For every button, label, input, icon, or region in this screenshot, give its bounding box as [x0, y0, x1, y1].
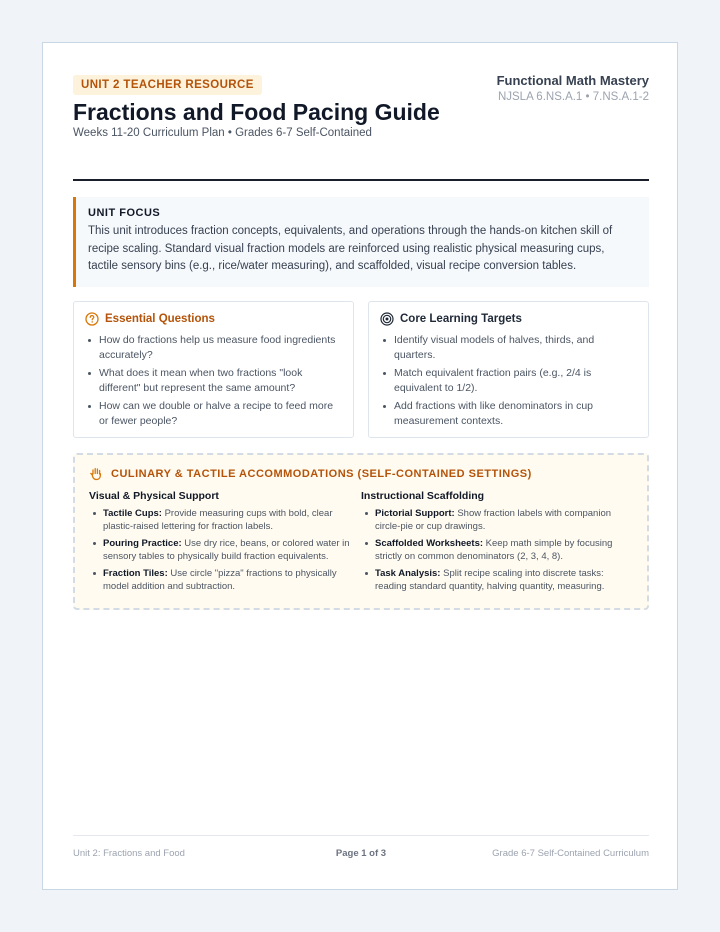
essential-questions-heading: Essential Questions — [105, 313, 215, 325]
item-term: Scaffolded Worksheets: — [375, 538, 484, 549]
item-text: Split recipe scaling into discrete tasks: reading standard quantity, halving quantity, measuring. — [375, 568, 605, 592]
essential-questions-list — [85, 333, 341, 428]
item-text: Keep math simple by focusing strictly on common denominators (2, 3, 4, 8). — [375, 538, 613, 562]
item-text: Provide measuring cups with bold, clear plastic-raised lettering for fraction labels. — [103, 508, 333, 532]
accommodations-heading: CULINARY & TACTILE ACCOMMODATIONS (SELF-CONTAINED SETTINGS) — [111, 467, 532, 480]
column-heading: Instructional Scaffolding — [361, 490, 485, 502]
list-item — [89, 507, 361, 533]
learning-targets-heading: Core Learning Targets — [400, 313, 522, 325]
page-header — [73, 73, 649, 181]
accommodations-header — [89, 466, 633, 481]
item-text: Show fraction labels with companion circle-pie or cup drawings. — [375, 508, 612, 532]
instructional-scaffolding-list — [361, 507, 633, 593]
list-item: What does it mean when two fractions "look different" but represent the same amount? — [85, 366, 341, 395]
brand-name: Functional Math Mastery — [496, 73, 649, 88]
question-circle-icon — [85, 312, 99, 326]
item-term: Pictorial Support: — [375, 508, 455, 519]
unit-focus-heading: UNIT FOCUS — [88, 207, 161, 219]
list-item: Match equivalent fraction pairs (e.g., 2/4 is equivalent to 1/2). — [380, 366, 636, 395]
item-term: Tactile Cups: — [103, 508, 162, 519]
item-text: Use circle "pizza" fractions to physically model addition and subtraction. — [103, 568, 337, 592]
page-footer — [73, 835, 649, 859]
visual-physical-list — [89, 507, 361, 593]
list-item — [361, 507, 633, 533]
learning-targets-list — [380, 333, 636, 428]
column-heading: Visual & Physical Support — [89, 490, 219, 502]
footer-unit-label: Unit 2: Fractions and Food — [73, 848, 185, 859]
footer-curriculum-label: Grade 6-7 Self-Contained Curriculum — [492, 848, 649, 859]
item-term: Fraction Tiles: — [103, 568, 168, 579]
item-text: Use dry rice, beans, or colored water in sensory tables to physically build fraction equivalents. — [103, 538, 350, 562]
list-item — [361, 567, 633, 593]
list-item — [361, 537, 633, 563]
resource-tag: UNIT 2 TEACHER RESOURCE — [73, 75, 262, 95]
list-item: Identify visual models of halves, thirds, and quarters. — [380, 333, 636, 362]
learning-targets-card — [368, 301, 649, 438]
list-item: How can we double or halve a recipe to feed more or fewer people? — [85, 399, 341, 428]
visual-physical-column — [89, 490, 361, 597]
list-item — [89, 567, 361, 593]
learning-targets-header — [380, 312, 636, 326]
accommodations-columns — [89, 490, 633, 597]
page-subtitle: Weeks 11-20 Curriculum Plan • Grades 6-7 Self-Contained — [73, 127, 372, 139]
unit-focus-box — [73, 197, 649, 287]
essential-questions-card — [73, 301, 354, 438]
target-icon — [380, 312, 394, 326]
hand-icon — [89, 466, 104, 481]
accommodations-box — [73, 453, 649, 610]
list-item — [89, 537, 361, 563]
document-page — [42, 42, 678, 890]
unit-focus-text: This unit introduces fraction concepts, equivalents, and operations through the hands-on kitchen skill of recipe scaling. Standard visual fraction models are reinforced using realistic physical measuring cups, tactile sensory bins (e.g., rice/water measuring), and scaffolded, visual recipe conversion tables. — [88, 225, 613, 272]
item-term: Pouring Practice: — [103, 538, 182, 549]
list-item: Add fractions with like denominators in cup measurement contexts. — [380, 399, 636, 428]
page-content — [73, 73, 649, 592]
page-number: Page 1 of 3 — [335, 848, 387, 859]
standards-codes: NJSLA 6.NS.A.1 • 7.NS.A.1-2 — [497, 91, 649, 103]
instructional-scaffolding-column — [361, 490, 633, 597]
essential-questions-header — [85, 312, 341, 326]
list-item: How do fractions help us measure food ingredients accurately? — [85, 333, 341, 362]
page-title: Fractions and Food Pacing Guide — [73, 99, 440, 125]
item-term: Task Analysis: — [375, 568, 441, 579]
